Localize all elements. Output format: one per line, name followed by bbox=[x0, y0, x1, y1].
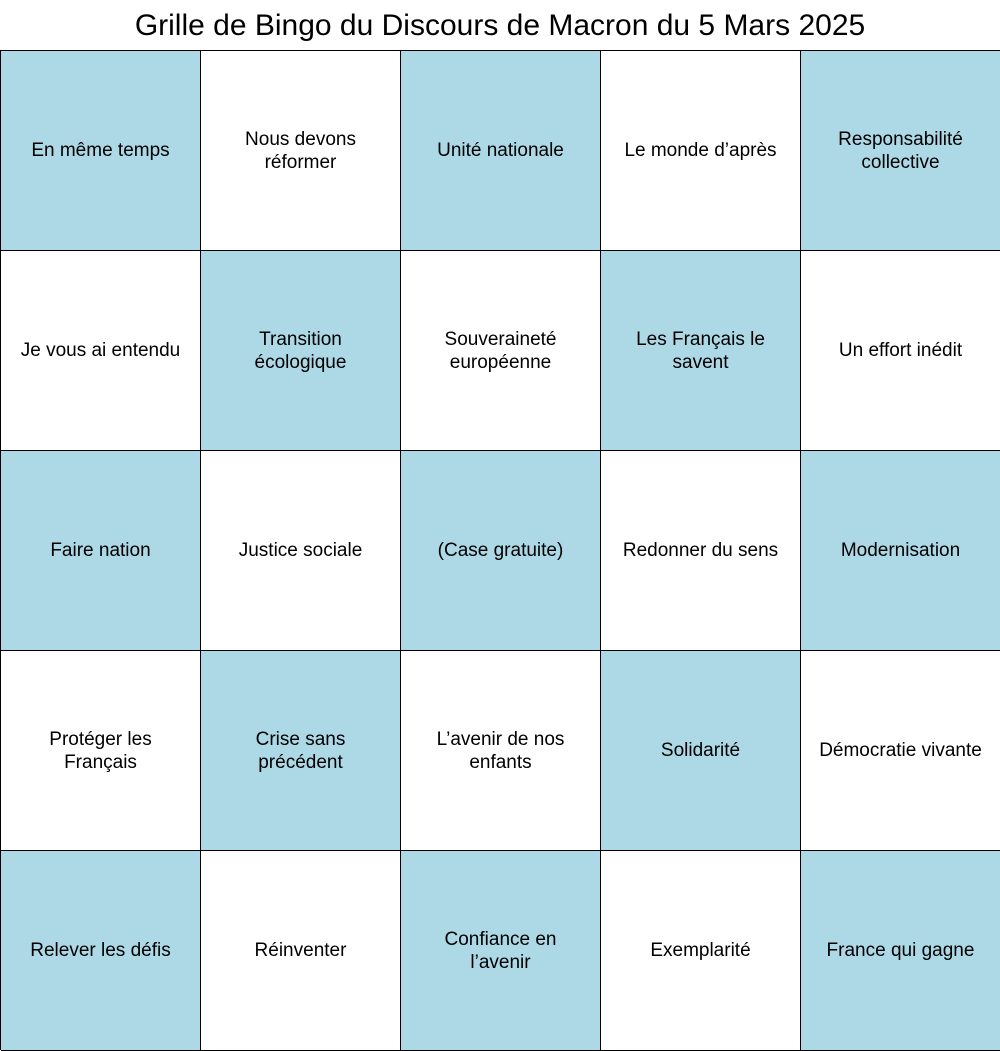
bingo-cell bbox=[601, 451, 801, 651]
bingo-cell-label: Nous devons réformer bbox=[245, 128, 356, 173]
bingo-cell bbox=[801, 851, 1000, 1051]
bingo-cell-label: En même temps bbox=[31, 140, 170, 161]
bingo-cell-label: Faire nation bbox=[50, 540, 151, 561]
bingo-cell-label: Le monde d’après bbox=[624, 140, 777, 161]
bingo-cell-label: Solidarité bbox=[660, 740, 741, 761]
bingo-cell bbox=[401, 251, 601, 451]
bingo-cell-label: Souveraineté européenne bbox=[444, 328, 557, 373]
bingo-cell-label: Confiance en l’avenir bbox=[444, 928, 557, 973]
bingo-cell-label: Démocratie vivante bbox=[819, 740, 982, 761]
bingo-cell-label: Un effort inédit bbox=[838, 340, 963, 361]
bingo-cell-label: France qui gagne bbox=[826, 940, 975, 961]
bingo-cell bbox=[1, 851, 201, 1051]
bingo-cell bbox=[601, 851, 801, 1051]
bingo-cell-label: Responsabilité collective bbox=[838, 128, 963, 173]
bingo-cell bbox=[601, 251, 801, 451]
bingo-cell-label: Justice sociale bbox=[238, 540, 363, 561]
bingo-cell-label: Redonner du sens bbox=[622, 540, 779, 561]
bingo-cell-label: Les Français le savent bbox=[636, 328, 765, 373]
bingo-cell bbox=[1, 51, 201, 251]
bingo-cell bbox=[801, 451, 1000, 651]
bingo-cell-label: L’avenir de nos enfants bbox=[436, 728, 565, 773]
bingo-cell bbox=[1, 251, 201, 451]
bingo-cell-label: Réinventer bbox=[254, 940, 347, 961]
bingo-cell bbox=[801, 651, 1000, 851]
bingo-cell bbox=[1, 651, 201, 851]
page-title: Grille de Bingo du Discours de Macron du 5 Mars 2025 bbox=[134, 9, 866, 42]
bingo-cell bbox=[201, 251, 401, 451]
bingo-cell-label: Je vous ai entendu bbox=[20, 340, 181, 361]
bingo-cell-label: (Case gratuite) bbox=[437, 540, 564, 561]
bingo-cell-label: Transition écologique bbox=[254, 328, 347, 373]
bingo-cell-label: Modernisation bbox=[840, 540, 961, 561]
bingo-cell bbox=[801, 251, 1000, 451]
bingo-cell bbox=[601, 51, 801, 251]
bingo-cell bbox=[401, 51, 601, 251]
bingo-cell bbox=[201, 451, 401, 651]
bingo-cell bbox=[401, 851, 601, 1051]
bingo-cell bbox=[401, 451, 601, 651]
bingo-cell-label: Crise sans précédent bbox=[255, 728, 346, 773]
bingo-cell bbox=[401, 651, 601, 851]
bingo-cell-label: Protéger les Français bbox=[49, 728, 152, 773]
bingo-cell-label: Unité nationale bbox=[437, 140, 564, 161]
bingo-grid bbox=[0, 50, 1000, 1050]
bingo-cell-label: Relever les défis bbox=[30, 940, 171, 961]
bingo-cell bbox=[201, 651, 401, 851]
bingo-cell bbox=[201, 851, 401, 1051]
bingo-cell bbox=[801, 51, 1000, 251]
bingo-cell bbox=[1, 451, 201, 651]
bingo-cell bbox=[201, 51, 401, 251]
bingo-cell-label: Exemplarité bbox=[650, 940, 751, 961]
bingo-cell bbox=[601, 651, 801, 851]
